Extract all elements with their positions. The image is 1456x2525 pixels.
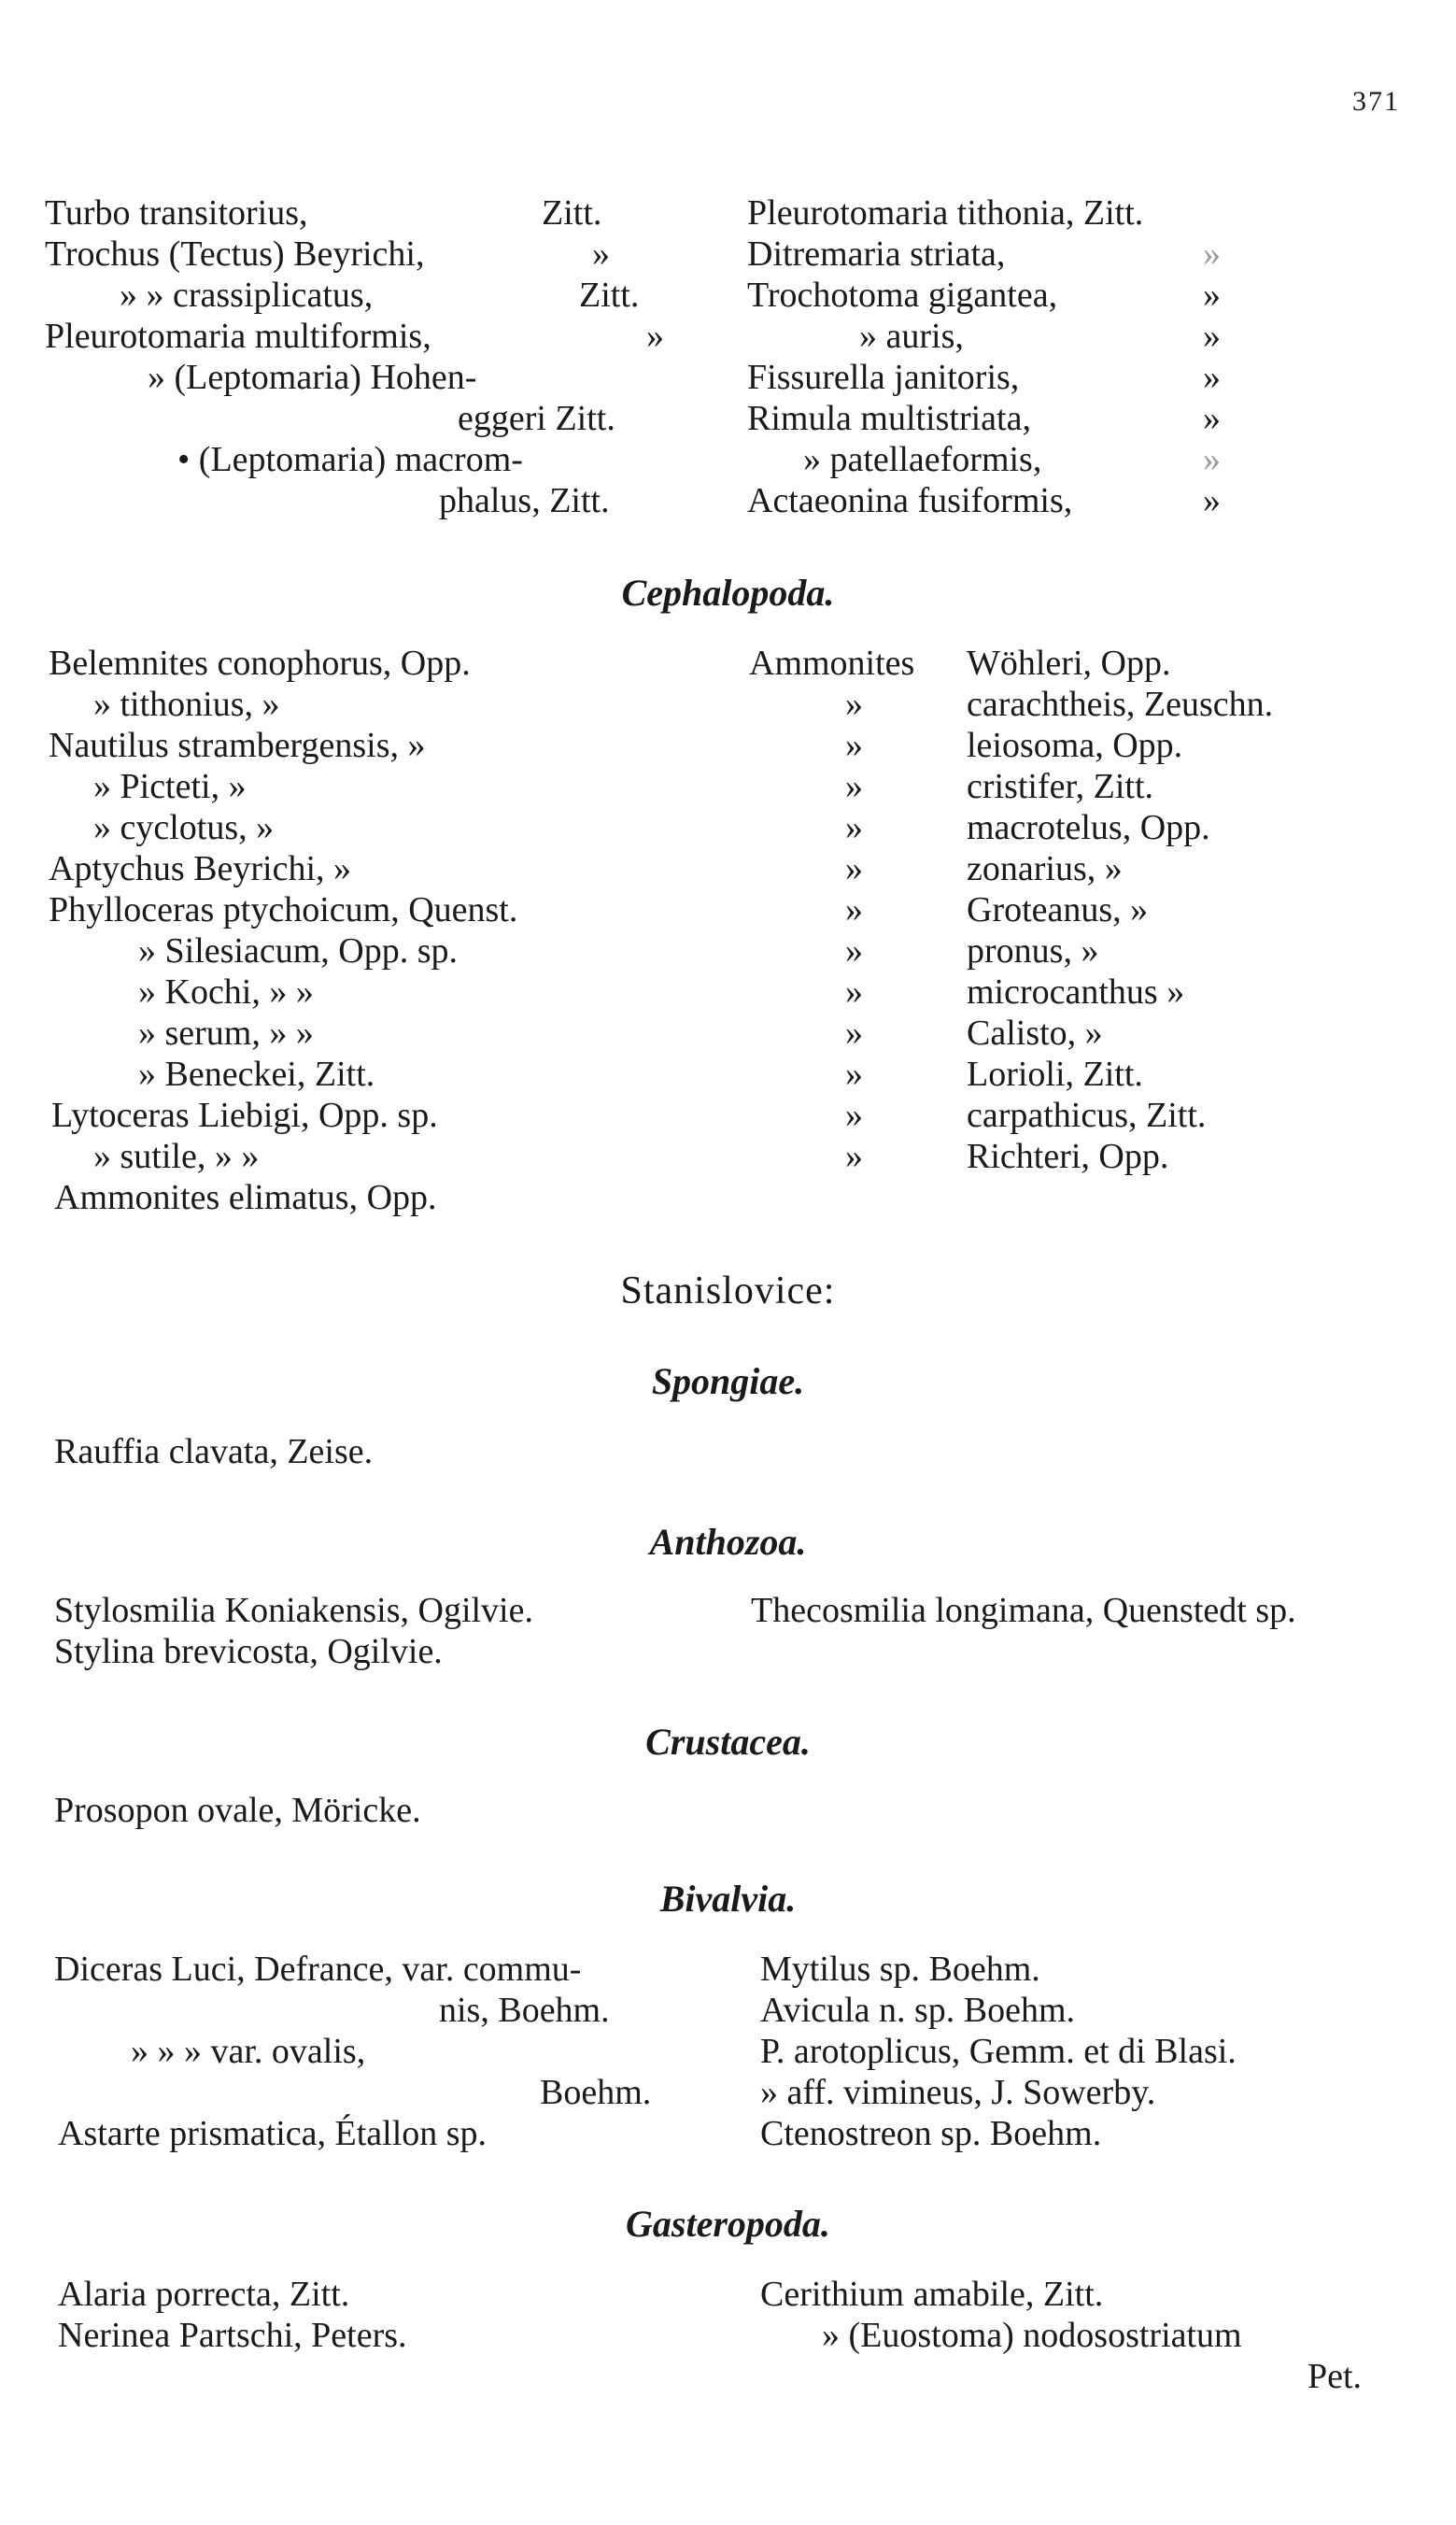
list-item: Stylina brevicosta, Ogilvie. <box>54 1632 443 1671</box>
list-item: Trochus (Tectus) Beyrichi, <box>45 234 425 274</box>
list-item: » Silesiacum, Opp. sp. <box>138 931 458 971</box>
list-item: Rauffia clavata, Zeise. <box>54 1432 374 1471</box>
list-item: Pleurotomaria multiformis, <box>45 317 431 356</box>
list-item: leiosoma, Opp. <box>967 726 1183 765</box>
section-heading-anthozoa: Anthozoa. <box>649 1521 807 1563</box>
section-heading-cephalopoda: Cephalopoda. <box>621 572 835 614</box>
list-item: » sutile, » » <box>93 1137 260 1176</box>
list-item: » Beneckei, Zitt. <box>138 1055 375 1094</box>
list-item: » (Euostoma) nodosostriatum <box>822 2316 1242 2355</box>
ditto-mark: » <box>1203 276 1221 315</box>
list-item: » (Leptomaria) Hohen- <box>148 358 477 397</box>
location-heading: Stanislovice: <box>620 1270 836 1312</box>
list-item: Astarte prismatica, Étallon sp. <box>58 2114 488 2153</box>
ditto-mark: » <box>845 726 863 765</box>
list-item: » » » var. ovalis, <box>131 2032 366 2071</box>
list-item: » cyclotus, » <box>93 808 275 847</box>
ditto-mark: » <box>845 1014 863 1053</box>
list-item-continuation: Boehm. <box>540 2073 652 2112</box>
list-item-continuation: phalus, Zitt. <box>439 481 610 520</box>
list-item: » » crassiplicatus, <box>120 276 374 315</box>
list-item: cristifer, Zitt. <box>967 767 1154 806</box>
list-item: • (Leptomaria) macrom- <box>177 440 523 479</box>
list-item: Belemnites conophorus, Opp. <box>49 644 471 683</box>
list-item: Ammonites elimatus, Opp. <box>54 1178 437 1217</box>
list-item: Richteri, Opp. <box>967 1137 1169 1176</box>
list-item: » serum, » » <box>138 1014 314 1053</box>
ditto-mark: » <box>1203 234 1221 274</box>
list-item-continuation: eggeri Zitt. <box>458 399 615 438</box>
list-item: Groteanus, » <box>967 890 1149 929</box>
list-item: Wöhleri, Opp. <box>967 644 1171 683</box>
list-item-continuation: Pet. <box>1308 2357 1363 2396</box>
list-item: Trochotoma gigantea, <box>747 276 1058 315</box>
list-item: Prosopon ovale, Möricke. <box>54 1791 421 1830</box>
list-item: Nerinea Partschi, Peters. <box>58 2316 407 2355</box>
list-item: Ctenostreon sp. Boehm. <box>760 2114 1102 2153</box>
section-heading-bivalvia: Bivalvia. <box>659 1878 797 1920</box>
list-item: » aff. vimineus, J. Sowerby. <box>760 2073 1156 2112</box>
list-item: carachtheis, Zeuschn. <box>967 685 1274 724</box>
list-item: » tithonius, » <box>93 685 280 724</box>
genus-label: Ammonites <box>749 644 915 683</box>
ditto-mark: » <box>845 808 863 847</box>
ditto-mark: » <box>845 685 863 724</box>
list-item-author: Zitt. <box>579 276 640 315</box>
list-item: zonarius, » <box>967 849 1123 888</box>
ditto-mark: » <box>845 972 863 1012</box>
ditto-mark: » <box>1203 399 1221 438</box>
list-item: Lorioli, Zitt. <box>967 1055 1143 1094</box>
list-item: Diceras Luci, Defrance, var. commu- <box>54 1950 582 1989</box>
ditto-mark: » <box>845 931 863 971</box>
list-item: microcanthus » <box>967 972 1185 1012</box>
list-item: Mytilus sp. Boehm. <box>760 1950 1040 1989</box>
ditto-mark: » <box>845 849 863 888</box>
list-item: Fissurella janitoris, <box>747 358 1020 397</box>
ditto-mark: » <box>1203 481 1221 520</box>
ditto-mark: » <box>1203 440 1221 479</box>
section-heading-crustacea: Crustacea. <box>645 1721 811 1763</box>
ditto-mark: » <box>646 317 664 356</box>
list-item: Actaeonina fusiformis, <box>747 481 1073 520</box>
list-item: Stylosmilia Koniakensis, Ogilvie. <box>54 1591 533 1630</box>
list-item: pronus, » <box>967 931 1099 971</box>
list-item: » Picteti, » <box>93 767 247 806</box>
list-item: Nautilus strambergensis, » <box>49 726 426 765</box>
list-item-continuation: nis, Boehm. <box>439 1991 610 2030</box>
list-item: Alaria porrecta, Zitt. <box>58 2275 350 2314</box>
ditto-mark: » <box>1203 358 1221 397</box>
list-item-author: Zitt. <box>542 193 602 233</box>
ditto-mark: » <box>845 1096 863 1135</box>
list-item: » Kochi, » » <box>138 972 314 1012</box>
section-heading-spongiae: Spongiae. <box>651 1360 805 1402</box>
list-item: Thecosmilia longimana, Quenstedt sp. <box>751 1591 1296 1630</box>
ditto-mark: » <box>845 1137 863 1176</box>
ditto-mark: » <box>1203 317 1221 356</box>
list-item: Cerithium amabile, Zitt. <box>760 2275 1104 2314</box>
list-item: carpathicus, Zitt. <box>967 1096 1207 1135</box>
list-item: macrotelus, Opp. <box>967 808 1210 847</box>
list-item: Turbo transitorius, <box>45 193 308 233</box>
list-item: Phylloceras ptychoicum, Quenst. <box>49 890 518 929</box>
ditto-mark: » <box>845 890 863 929</box>
list-item: Calisto, » <box>967 1014 1103 1053</box>
ditto-mark: » <box>845 1055 863 1094</box>
ditto-mark: » <box>845 767 863 806</box>
section-heading-gasteropoda: Gasteropoda. <box>626 2203 830 2245</box>
list-item: P. arotoplicus, Gemm. et di Blasi. <box>760 2032 1237 2071</box>
list-item: Aptychus Beyrichi, » <box>49 849 352 888</box>
list-item: Avicula n. sp. Boehm. <box>760 1991 1076 2030</box>
list-item: Lytoceras Liebigi, Opp. sp. <box>51 1096 438 1135</box>
list-item: » patellaeformis, <box>803 440 1042 479</box>
list-item: Rimula multistriata, <box>747 399 1031 438</box>
ditto-mark: » <box>592 234 610 274</box>
list-item: Pleurotomaria tithonia, Zitt. <box>747 193 1144 233</box>
page-number: 371 <box>1352 86 1400 117</box>
list-item: Ditremaria striata, <box>747 234 1006 274</box>
list-item: » auris, <box>859 317 964 356</box>
